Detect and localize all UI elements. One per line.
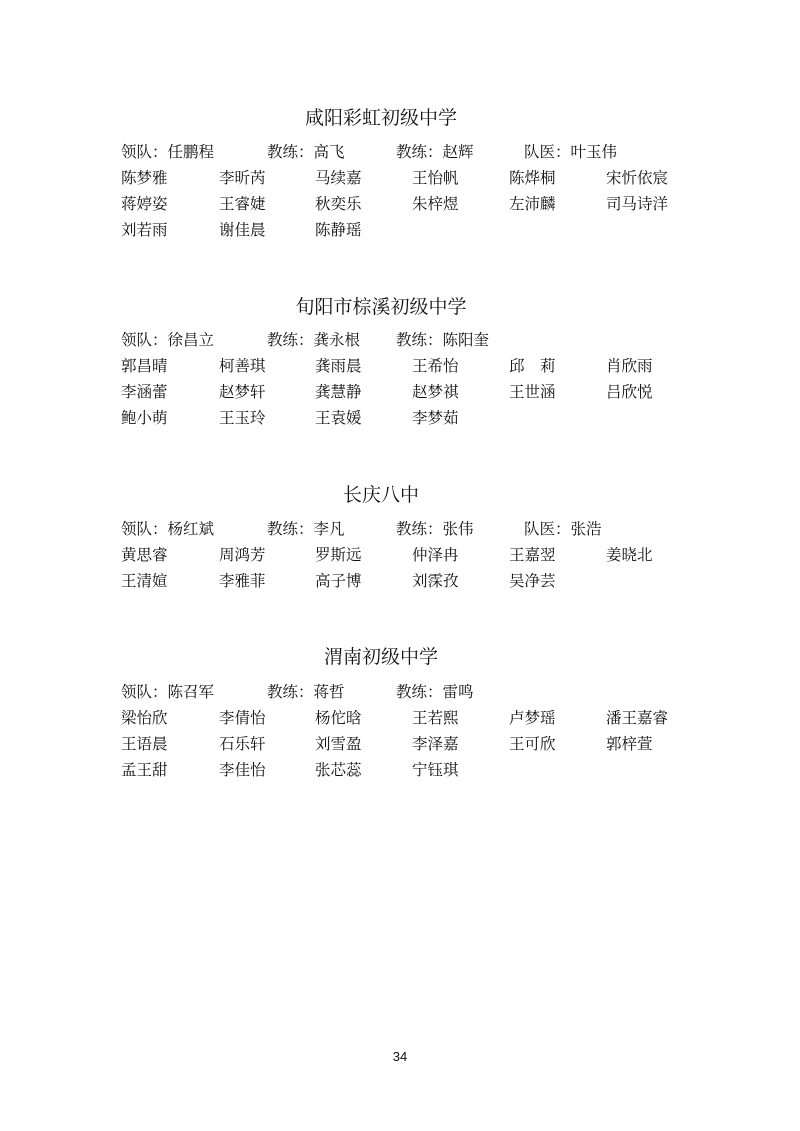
player-name: 潘王嘉睿 xyxy=(606,709,669,727)
player-row xyxy=(121,166,721,190)
player-name: 王睿婕 xyxy=(219,195,266,213)
team-name: 咸阳彩虹初级中学 xyxy=(304,107,457,129)
player-name: 张芯蕊 xyxy=(315,761,362,779)
player-name: 龚雨晨 xyxy=(315,357,362,375)
player-name: 仲泽冉 xyxy=(412,546,459,564)
player-name: 王语晨 xyxy=(121,735,168,753)
player-name: 朱梓煜 xyxy=(412,195,459,213)
player-name: 李梦茹 xyxy=(412,409,459,427)
player-name: 李涵蕾 xyxy=(121,383,168,401)
player-name: 陈梦雅 xyxy=(121,169,168,187)
player-name: 肖欣雨 xyxy=(606,357,653,375)
coach: 教练：高飞 xyxy=(267,143,345,161)
player-name: 石乐轩 xyxy=(219,735,266,753)
player-name: 邱 莉 xyxy=(509,357,556,375)
team-name: 旬阳市棕溪初级中学 xyxy=(295,296,467,318)
player-name: 谢佳晨 xyxy=(219,221,266,239)
player-name: 龚慧静 xyxy=(315,383,362,401)
staff-row xyxy=(121,517,721,541)
player-name: 吴净芸 xyxy=(509,572,556,590)
coach: 教练：陈阳奎 xyxy=(396,331,490,349)
player-name: 郭梓萱 xyxy=(606,735,653,753)
player-name: 秋奕乐 xyxy=(315,195,362,213)
staff-row xyxy=(121,328,721,352)
coach: 教练：赵辉 xyxy=(396,143,474,161)
player-name: 姜晓北 xyxy=(606,546,653,564)
player-row xyxy=(121,732,721,756)
player-row xyxy=(121,192,721,216)
player-name: 王希怡 xyxy=(412,357,459,375)
player-row xyxy=(121,406,721,430)
team-name: 渭南初级中学 xyxy=(323,646,438,668)
player-name: 蒋婷姿 xyxy=(121,195,168,213)
player-name: 鲍小萌 xyxy=(121,409,168,427)
player-name: 赵梦轩 xyxy=(219,383,266,401)
player-name: 王袁媛 xyxy=(315,409,362,427)
player-name: 左沛麟 xyxy=(509,195,556,213)
coach: 教练：雷鸣 xyxy=(396,683,474,701)
coach: 教练：李凡 xyxy=(267,520,345,538)
player-row xyxy=(121,354,721,378)
player-row xyxy=(121,380,721,404)
player-name: 刘雪盈 xyxy=(315,735,362,753)
team-doctor: 队医：张浩 xyxy=(524,520,602,538)
team-leader: 领队：陈召军 xyxy=(121,683,215,701)
team-doctor: 队医：叶玉伟 xyxy=(524,143,618,161)
coach: 教练：龚永根 xyxy=(267,331,361,349)
player-name: 司马诗洋 xyxy=(606,195,669,213)
player-name: 王嘉翌 xyxy=(509,546,556,564)
player-name: 宁钰琪 xyxy=(412,761,459,779)
player-name: 李泽嘉 xyxy=(412,735,459,753)
page-number: 34 xyxy=(392,1049,408,1064)
player-row xyxy=(121,218,721,242)
player-name: 李雅菲 xyxy=(219,572,266,590)
player-name: 刘若雨 xyxy=(121,221,168,239)
player-row xyxy=(121,706,721,730)
player-name: 高子博 xyxy=(315,572,362,590)
player-name: 刘霂孜 xyxy=(412,572,459,590)
player-name: 梁怡欣 xyxy=(121,709,168,727)
player-name: 赵梦祺 xyxy=(412,383,459,401)
player-name: 李倩怡 xyxy=(219,709,266,727)
player-name: 周鸿芳 xyxy=(219,546,266,564)
staff-row xyxy=(121,140,721,164)
player-name: 郭昌晴 xyxy=(121,357,168,375)
player-name: 宋忻依宸 xyxy=(606,169,669,187)
team-leader: 领队：任鹏程 xyxy=(121,143,215,161)
player-row xyxy=(121,569,721,593)
player-name: 黄思睿 xyxy=(121,546,168,564)
player-name: 柯善琪 xyxy=(219,357,266,375)
player-name: 王玉玲 xyxy=(219,409,266,427)
player-name: 马续嘉 xyxy=(315,169,362,187)
player-name: 李佳怡 xyxy=(219,761,266,779)
player-name: 陈静瑶 xyxy=(315,221,362,239)
coach: 教练：张伟 xyxy=(396,520,474,538)
player-name: 陈烨桐 xyxy=(509,169,556,187)
team-name: 长庆八中 xyxy=(342,484,419,506)
staff-row xyxy=(121,680,721,704)
coach: 教练：蒋哲 xyxy=(267,683,345,701)
player-name: 吕欣悦 xyxy=(606,383,653,401)
player-name: 王清媗 xyxy=(121,572,168,590)
team-leader: 领队：徐昌立 xyxy=(121,331,215,349)
player-name: 罗斯远 xyxy=(315,546,362,564)
player-name: 王世涵 xyxy=(509,383,556,401)
player-name: 王可欣 xyxy=(509,735,556,753)
player-name: 王若熙 xyxy=(412,709,459,727)
team-leader: 领队：杨红斌 xyxy=(121,520,215,538)
player-row xyxy=(121,758,721,782)
player-name: 李昕芮 xyxy=(219,169,266,187)
player-row xyxy=(121,543,721,567)
player-name: 孟王甜 xyxy=(121,761,168,779)
player-name: 杨佗晗 xyxy=(315,709,362,727)
player-name: 王怡帆 xyxy=(412,169,459,187)
player-name: 卢梦瑶 xyxy=(509,709,556,727)
